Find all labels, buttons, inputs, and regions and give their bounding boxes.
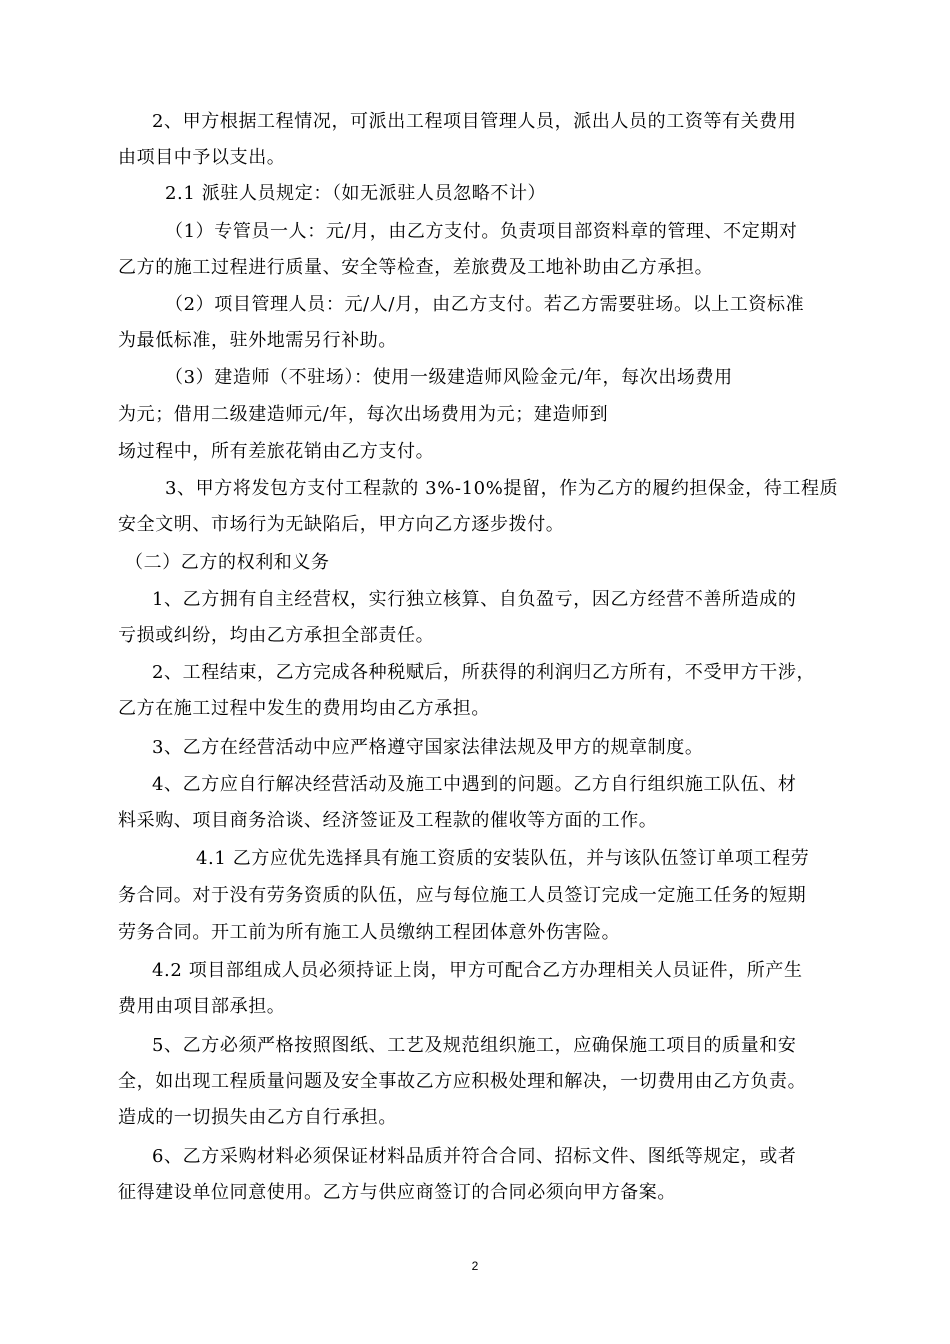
paragraph-line: （1）专管员一人：元/月，由乙方支付。负责项目部资料章的管理、不定期对 [165, 221, 798, 242]
paragraph-line: 4、乙方应自行解决经营活动及施工中遇到的问题。乙方自行组织施工队伍、材 [152, 774, 797, 795]
paragraph-line: 2、工程结束，乙方完成各种税赋后，所获得的利润归乙方所有，不受甲方干涉， [152, 662, 816, 683]
paragraph-line: 6、乙方采购材料必须保证材料品质并符合合同、招标文件、图纸等规定，或者 [152, 1146, 797, 1167]
paragraph-line: 2.1 派驻人员规定：（如无派驻人员忽略不计） [165, 183, 547, 204]
paragraph-line: 务合同。对于没有劳务资质的队伍，应与每位施工人员签订完成一定施工任务的短期 [118, 885, 807, 906]
section-heading: （二）乙方的权利和义务 [125, 552, 330, 573]
paragraph-line: 1、乙方拥有自主经营权，实行独立核算、自负盈亏，因乙方经营不善所造成的 [152, 589, 797, 610]
paragraph-line: 乙方在施工过程中发生的费用均由乙方承担。 [118, 698, 490, 719]
paragraph-line: 4.2 项目部组成人员必须持证上岗，甲方可配合乙方办理相关人员证件，所产生 [152, 960, 803, 981]
paragraph-line: （3）建造师（不驻场）：使用一级建造师风险金元/年，每次出场费用 [165, 367, 733, 388]
paragraph-line: 3、甲方将发包方支付工程款的 3%-10%提留，作为乙方的履约担保金，待工程质 [165, 478, 839, 499]
paragraph-line: 造成的一切损失由乙方自行承担。 [118, 1107, 397, 1128]
paragraph-line: 由项目中予以支出。 [118, 147, 286, 168]
paragraph-line: 乙方的施工过程进行质量、安全等检查，差旅费及工地补助由乙方承担。 [118, 257, 714, 278]
paragraph-line: 5、乙方必须严格按照图纸、工艺及规范组织施工，应确保施工项目的质量和安 [152, 1035, 797, 1056]
paragraph-line: 料采购、项目商务洽谈、经济签证及工程款的催收等方面的工作。 [118, 810, 658, 831]
paragraph-line: 全，如出现工程质量问题及安全事故乙方应积极处理和解决，一切费用由乙方负责。 [118, 1071, 807, 1092]
paragraph-line: 劳务合同。开工前为所有施工人员缴纳工程团体意外伤害险。 [118, 922, 621, 943]
paragraph-line: 场过程中，所有差旅花销由乙方支付。 [118, 441, 435, 462]
paragraph-line: 费用由项目部承担。 [118, 996, 286, 1017]
paragraph-line: 3、乙方在经营活动中应严格遵守国家法律法规及甲方的规章制度。 [152, 737, 704, 758]
paragraph-line: 2、甲方根据工程情况，可派出工程项目管理人员，派出人员的工资等有关费用 [152, 111, 797, 132]
page-number: 2 [471, 1259, 479, 1273]
paragraph-line: 4.1 乙方应优先选择具有施工资质的安装队伍，并与该队伍签订单项工程劳 [196, 848, 810, 869]
paragraph-line: 安全文明、市场行为无缺陷后，甲方向乙方逐步拨付。 [118, 514, 565, 535]
paragraph-line: （2）项目管理人员：元/人/月，由乙方支付。若乙方需要驻场。以上工资标准 [165, 294, 805, 315]
paragraph-line: 为最低标准，驻外地需另行补助。 [118, 330, 397, 351]
paragraph-line: 为元；借用二级建造师元/年，每次出场费用为元；建造师到 [118, 404, 609, 425]
paragraph-line: 亏损或纠纷，均由乙方承担全部责任。 [118, 625, 435, 646]
paragraph-line: 征得建设单位同意使用。乙方与供应商签订的合同必须向甲方备案。 [118, 1182, 676, 1203]
